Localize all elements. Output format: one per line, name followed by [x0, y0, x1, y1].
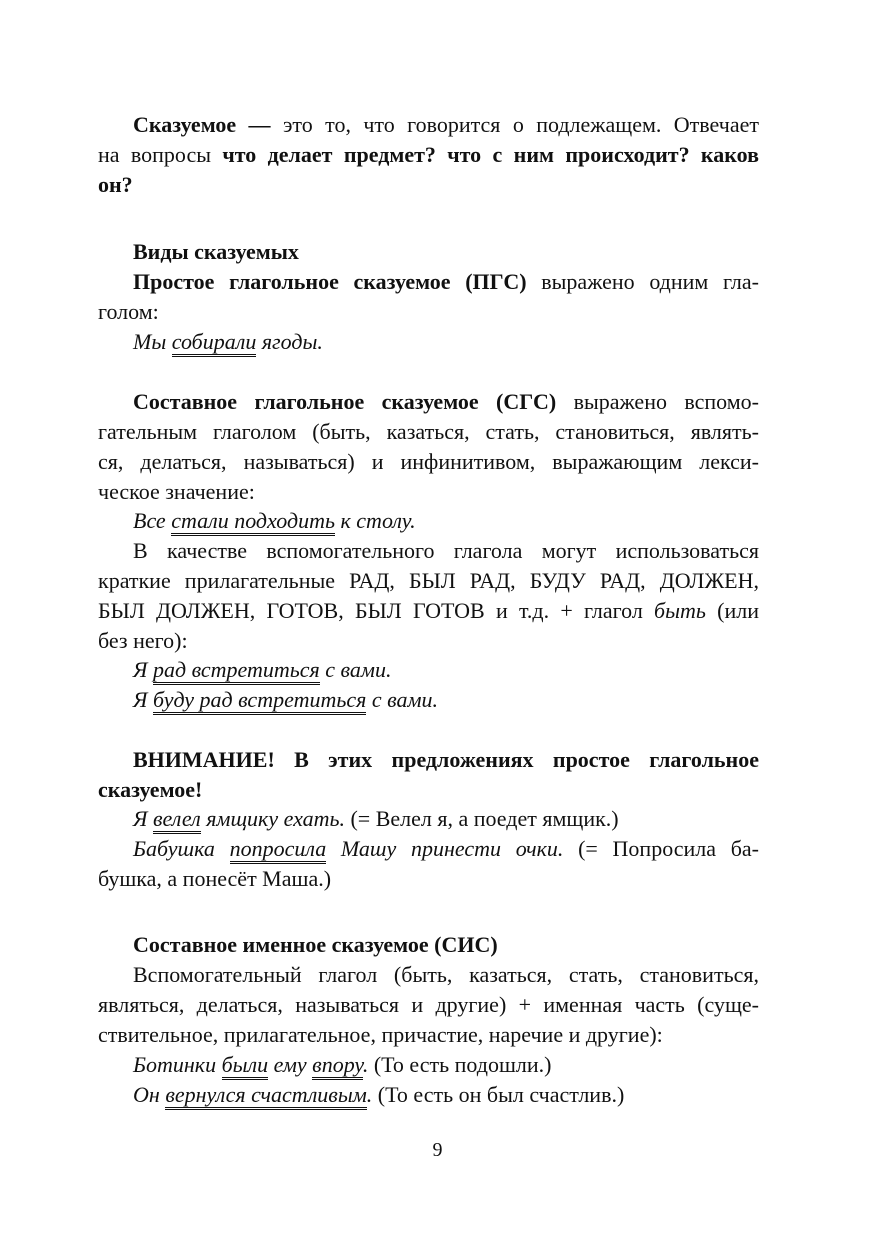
sgs-text: без него):: [98, 628, 188, 653]
sgs-example-2: [133, 655, 759, 685]
attention-line-1: [133, 745, 759, 775]
attention-example-2: [133, 834, 759, 864]
sgs-text: гательным глаголом (быть, казаться, стать, становиться, являть-: [98, 419, 759, 444]
example-note: бушка, а понесёт Маша.): [98, 866, 332, 891]
definition-text: на вопросы: [98, 142, 223, 167]
section-heading-sis: [133, 930, 759, 960]
sis-text: являться, делаться, называться и другие) + именная часть (суще-: [98, 992, 759, 1017]
pgs-line-1: [133, 267, 759, 297]
example-text: Все: [133, 508, 172, 533]
heading-text: Виды сказуемых: [133, 239, 299, 264]
sgs-para2-line-3: [98, 596, 759, 626]
section-heading-types: [133, 237, 759, 267]
example-text: Бабушка: [133, 836, 230, 861]
example-text: ямщику ехать.: [200, 806, 345, 831]
attention-example-2-cont: [98, 864, 759, 894]
sgs-example-3: [133, 685, 759, 715]
sis-line-2: [98, 990, 759, 1020]
example-text: .: [362, 1052, 369, 1077]
definition-line-3: [98, 170, 759, 200]
example-text: Машу принести очки.: [326, 836, 564, 861]
example-text: Я: [133, 687, 153, 712]
example-text: к столу.: [335, 508, 416, 533]
term-predicate: Сказуемое —: [133, 112, 271, 137]
sgs-line-3: [98, 447, 759, 477]
sgs-text: В качестве вспомогательного глагола могут использоваться: [133, 538, 759, 563]
definition-line-1: [133, 110, 759, 140]
predicate-underlined: буду рад встретиться: [153, 687, 366, 715]
example-text: Он: [133, 1082, 166, 1107]
sgs-line-1: [133, 387, 759, 417]
sgs-text: (или: [705, 598, 759, 623]
sgs-text: краткие прилагательные РАД, БЫЛ РАД, БУДУ РАД, ДОЛЖЕН,: [98, 568, 759, 593]
sgs-line-4: [98, 477, 759, 507]
sgs-term: Составное глагольное сказуемое (СГС): [133, 389, 557, 414]
example-text: ему: [268, 1052, 313, 1077]
sis-text: ствительное, прилагательное, причастие, наречие и другие):: [98, 1022, 663, 1047]
example-text: Мы: [133, 329, 172, 354]
heading-text: Составное именное сказуемое (СИС): [133, 932, 498, 957]
sgs-example-1: [133, 506, 759, 536]
sgs-text: выражено вспомо-: [556, 389, 759, 414]
predicate-underlined: попросила: [230, 836, 327, 864]
predicate-underlined: велел: [153, 806, 201, 834]
definition-text: это то, что говорится о подлежащем. Отвечает: [270, 112, 759, 137]
definition-line-2: [98, 140, 759, 170]
sis-line-1: [133, 960, 759, 990]
sgs-para2-line-2: [98, 566, 759, 596]
sgs-text: ся, делаться, называться) и инфинитивом, выражающим лекси-: [98, 449, 759, 474]
attention-example-1: [133, 804, 759, 834]
example-note: (То есть он был счастлив.): [372, 1082, 625, 1107]
definition-questions: что делает предмет? что с ним происходит? каков: [222, 142, 759, 167]
example-note: (= Попросила ба-: [563, 836, 759, 861]
sgs-italic-word: быть: [654, 598, 706, 623]
example-note: (То есть подошли.): [368, 1052, 552, 1077]
example-text: с вами.: [366, 687, 439, 712]
attention-text: ВНИМАНИЕ! В этих предложениях простое глагольное: [133, 747, 759, 772]
predicate-underlined: впору: [312, 1052, 363, 1080]
sgs-text: БЫЛ ДОЛЖЕН, ГОТОВ, БЫЛ ГОТОВ и т.д. + глагол: [98, 598, 655, 623]
sis-example-2: [133, 1080, 759, 1110]
sis-example-1: [133, 1050, 759, 1080]
example-text: ягоды.: [256, 329, 323, 354]
example-text: .: [366, 1082, 373, 1107]
attention-text: сказуемое!: [98, 777, 203, 802]
sis-text: Вспомогательный глагол (быть, казаться, стать, становиться,: [133, 962, 759, 987]
predicate-underlined: вернулся счастливым: [165, 1082, 366, 1110]
example-text: Я: [133, 806, 153, 831]
sis-line-3: [98, 1020, 759, 1050]
sgs-para2-line-1: [133, 536, 759, 566]
pgs-example: [133, 327, 759, 357]
example-text: Я: [133, 657, 153, 682]
predicate-underlined: были: [222, 1052, 269, 1080]
example-text: с вами.: [319, 657, 392, 682]
page-number: 9: [432, 1139, 443, 1161]
predicate-underlined: собирали: [172, 329, 257, 357]
pgs-term: Простое глагольное сказуемое (ПГС): [133, 269, 527, 294]
attention-line-2: [98, 775, 759, 805]
sgs-line-2: [98, 417, 759, 447]
predicate-underlined: стали подходить: [171, 508, 335, 536]
sgs-text: ческое значение:: [98, 479, 255, 504]
pgs-text: выражено одним гла-: [526, 269, 759, 294]
sgs-para2-line-4: [98, 626, 759, 656]
example-text: Ботинки: [133, 1052, 222, 1077]
definition-questions-end: он?: [98, 172, 133, 197]
pgs-line-2: [98, 297, 759, 327]
example-note: (= Велел я, а поедет ямщик.): [344, 806, 619, 831]
predicate-underlined: рад встретиться: [153, 657, 320, 685]
pgs-text: голом:: [98, 299, 159, 324]
